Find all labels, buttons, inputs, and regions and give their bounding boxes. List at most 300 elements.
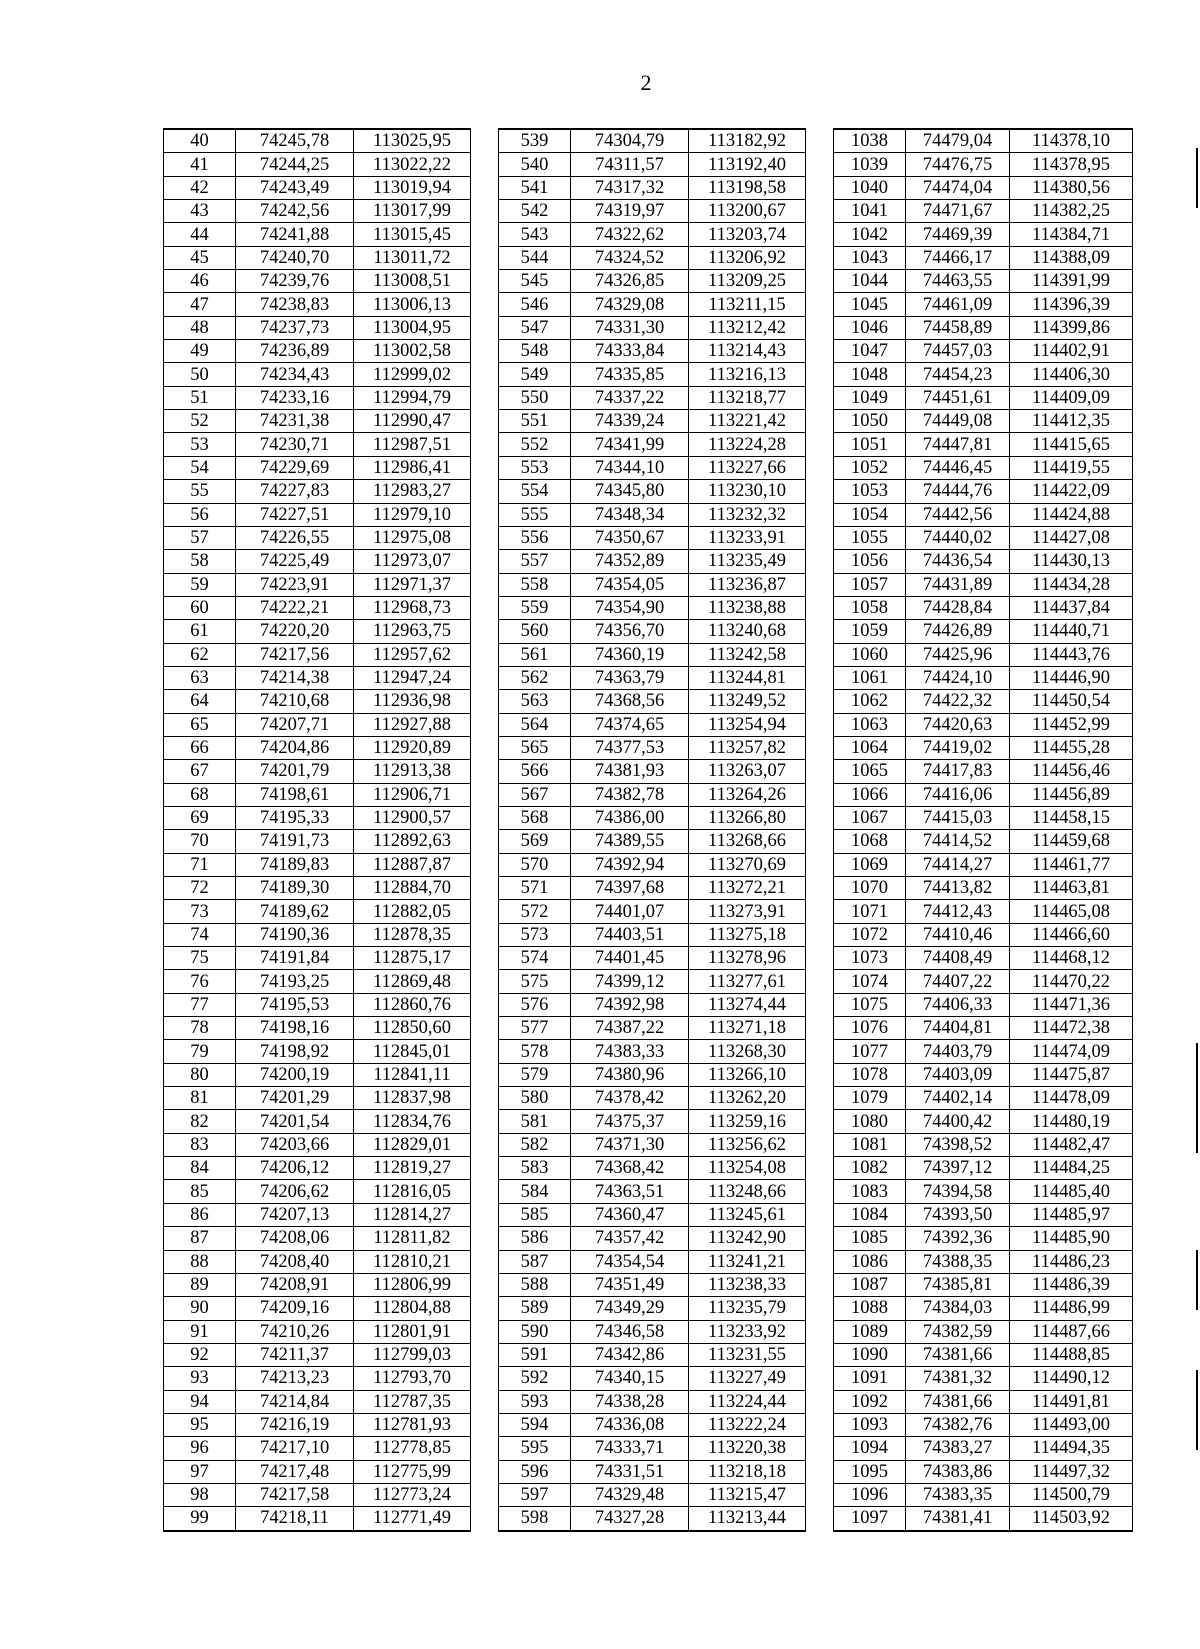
x-coordinate-cell: 74381,66 (906, 1390, 1010, 1413)
x-coordinate-cell: 74217,48 (236, 1460, 354, 1483)
x-coordinate-cell: 74363,79 (571, 666, 689, 689)
column-gap (471, 923, 499, 946)
point-number-cell: 62 (164, 643, 236, 666)
x-coordinate-cell: 74240,70 (236, 246, 354, 269)
y-coordinate-cell: 113257,82 (689, 736, 806, 759)
x-coordinate-cell: 74444,76 (906, 480, 1010, 503)
y-coordinate-cell: 112778,85 (354, 1437, 471, 1460)
y-coordinate-cell: 114427,08 (1010, 526, 1133, 549)
table-row (164, 1367, 1133, 1390)
point-number-cell: 585 (499, 1203, 571, 1226)
y-coordinate-cell: 113227,66 (689, 456, 806, 479)
y-coordinate-cell: 113227,49 (689, 1367, 806, 1390)
point-number-cell: 598 (499, 1507, 571, 1531)
x-coordinate-cell: 74245,78 (236, 129, 354, 153)
point-number-cell: 573 (499, 923, 571, 946)
y-coordinate-cell: 112860,76 (354, 993, 471, 1016)
y-coordinate-cell: 113218,18 (689, 1460, 806, 1483)
point-number-cell: 82 (164, 1110, 236, 1133)
point-number-cell: 52 (164, 410, 236, 433)
x-coordinate-cell: 74451,61 (906, 386, 1010, 409)
point-number-cell: 1050 (834, 410, 906, 433)
column-gap (471, 573, 499, 596)
point-number-cell: 73 (164, 900, 236, 923)
point-number-cell: 588 (499, 1273, 571, 1296)
point-number-cell: 1063 (834, 713, 906, 736)
x-coordinate-cell: 74342,86 (571, 1343, 689, 1366)
x-coordinate-cell: 74383,86 (906, 1460, 1010, 1483)
point-number-cell: 61 (164, 620, 236, 643)
column-gap (806, 176, 834, 199)
y-coordinate-cell: 113209,25 (689, 270, 806, 293)
column-gap (471, 1087, 499, 1110)
point-number-cell: 1096 (834, 1483, 906, 1506)
point-number-cell: 57 (164, 526, 236, 549)
point-number-cell: 1080 (834, 1110, 906, 1133)
y-coordinate-cell: 113192,40 (689, 153, 806, 176)
x-coordinate-cell: 74399,12 (571, 970, 689, 993)
point-number-cell: 1091 (834, 1367, 906, 1390)
column-gap (471, 1297, 499, 1320)
y-coordinate-cell: 113266,10 (689, 1063, 806, 1086)
x-coordinate-cell: 74198,92 (236, 1040, 354, 1063)
x-coordinate-cell: 74227,83 (236, 480, 354, 503)
point-number-cell: 1083 (834, 1180, 906, 1203)
y-coordinate-cell: 114463,81 (1010, 877, 1133, 900)
point-number-cell: 59 (164, 573, 236, 596)
y-coordinate-cell: 112837,98 (354, 1087, 471, 1110)
column-gap (806, 620, 834, 643)
table-row (164, 993, 1133, 1016)
column-gap (471, 666, 499, 689)
point-number-cell: 566 (499, 760, 571, 783)
table-row (164, 1180, 1133, 1203)
column-gap (471, 643, 499, 666)
point-number-cell: 58 (164, 550, 236, 573)
point-number-cell: 1058 (834, 596, 906, 619)
point-number-cell: 40 (164, 129, 236, 153)
y-coordinate-cell: 113268,30 (689, 1040, 806, 1063)
point-number-cell: 593 (499, 1390, 571, 1413)
y-coordinate-cell: 112983,27 (354, 480, 471, 503)
y-coordinate-cell: 114461,77 (1010, 853, 1133, 876)
y-coordinate-cell: 112920,89 (354, 736, 471, 759)
column-gap (471, 526, 499, 549)
column-gap (471, 153, 499, 176)
x-coordinate-cell: 74319,97 (571, 200, 689, 223)
x-coordinate-cell: 74363,51 (571, 1180, 689, 1203)
point-number-cell: 595 (499, 1437, 571, 1460)
x-coordinate-cell: 74340,15 (571, 1367, 689, 1390)
column-gap (471, 1040, 499, 1063)
x-coordinate-cell: 74341,99 (571, 433, 689, 456)
point-number-cell: 553 (499, 456, 571, 479)
y-coordinate-cell: 112994,79 (354, 386, 471, 409)
y-coordinate-cell: 113006,13 (354, 293, 471, 316)
column-gap (806, 970, 834, 993)
point-number-cell: 564 (499, 713, 571, 736)
x-coordinate-cell: 74381,41 (906, 1507, 1010, 1531)
x-coordinate-cell: 74191,73 (236, 830, 354, 853)
column-gap (806, 550, 834, 573)
point-number-cell: 45 (164, 246, 236, 269)
y-coordinate-cell: 114485,97 (1010, 1203, 1133, 1226)
y-coordinate-cell: 113245,61 (689, 1203, 806, 1226)
x-coordinate-cell: 74189,30 (236, 877, 354, 900)
column-gap (806, 1110, 834, 1133)
y-coordinate-cell: 114378,10 (1010, 129, 1133, 153)
y-coordinate-cell: 114424,88 (1010, 503, 1133, 526)
y-coordinate-cell: 112793,70 (354, 1367, 471, 1390)
x-coordinate-cell: 74244,25 (236, 153, 354, 176)
y-coordinate-cell: 112834,76 (354, 1110, 471, 1133)
x-coordinate-cell: 74350,67 (571, 526, 689, 549)
y-coordinate-cell: 114471,36 (1010, 993, 1133, 1016)
point-number-cell: 1047 (834, 340, 906, 363)
point-number-cell: 99 (164, 1507, 236, 1531)
x-coordinate-cell: 74198,16 (236, 1017, 354, 1040)
column-gap (471, 690, 499, 713)
x-coordinate-cell: 74230,71 (236, 433, 354, 456)
x-coordinate-cell: 74454,23 (906, 363, 1010, 386)
point-number-cell: 560 (499, 620, 571, 643)
column-gap (806, 386, 834, 409)
point-number-cell: 558 (499, 573, 571, 596)
x-coordinate-cell: 74338,28 (571, 1390, 689, 1413)
y-coordinate-cell: 114380,56 (1010, 176, 1133, 199)
point-number-cell: 64 (164, 690, 236, 713)
x-coordinate-cell: 74440,02 (906, 526, 1010, 549)
y-coordinate-cell: 112906,71 (354, 783, 471, 806)
table-row (164, 643, 1133, 666)
point-number-cell: 1074 (834, 970, 906, 993)
column-gap (806, 1087, 834, 1110)
table-row (164, 456, 1133, 479)
table-row (164, 526, 1133, 549)
x-coordinate-cell: 74422,32 (906, 690, 1010, 713)
x-coordinate-cell: 74304,79 (571, 129, 689, 153)
y-coordinate-cell: 113230,10 (689, 480, 806, 503)
column-gap (806, 596, 834, 619)
x-coordinate-cell: 74214,84 (236, 1390, 354, 1413)
x-coordinate-cell: 74229,69 (236, 456, 354, 479)
x-coordinate-cell: 74383,33 (571, 1040, 689, 1063)
table-row (164, 1110, 1133, 1133)
y-coordinate-cell: 112819,27 (354, 1157, 471, 1180)
y-coordinate-cell: 112804,88 (354, 1297, 471, 1320)
x-coordinate-cell: 74428,84 (906, 596, 1010, 619)
point-number-cell: 570 (499, 853, 571, 876)
point-number-cell: 541 (499, 176, 571, 199)
x-coordinate-cell: 74191,84 (236, 947, 354, 970)
table-row (164, 666, 1133, 689)
table-row (164, 830, 1133, 853)
x-coordinate-cell: 74243,49 (236, 176, 354, 199)
column-gap (806, 923, 834, 946)
x-coordinate-cell: 74461,09 (906, 293, 1010, 316)
y-coordinate-cell: 114450,54 (1010, 690, 1133, 713)
x-coordinate-cell: 74413,82 (906, 877, 1010, 900)
column-gap (806, 1390, 834, 1413)
point-number-cell: 77 (164, 993, 236, 1016)
column-gap (806, 666, 834, 689)
y-coordinate-cell: 114488,85 (1010, 1343, 1133, 1366)
y-coordinate-cell: 114485,40 (1010, 1180, 1133, 1203)
point-number-cell: 596 (499, 1460, 571, 1483)
column-gap (806, 526, 834, 549)
column-gap (471, 1413, 499, 1436)
column-gap (471, 316, 499, 339)
y-coordinate-cell: 114493,00 (1010, 1413, 1133, 1436)
x-coordinate-cell: 74386,00 (571, 806, 689, 829)
x-coordinate-cell: 74403,09 (906, 1063, 1010, 1086)
table-row (164, 129, 1133, 153)
table-row (164, 1017, 1133, 1040)
y-coordinate-cell: 112869,48 (354, 970, 471, 993)
y-coordinate-cell: 114434,28 (1010, 573, 1133, 596)
x-coordinate-cell: 74236,89 (236, 340, 354, 363)
point-number-cell: 581 (499, 1110, 571, 1133)
y-coordinate-cell: 113277,61 (689, 970, 806, 993)
y-coordinate-cell: 112810,21 (354, 1250, 471, 1273)
y-coordinate-cell: 113215,47 (689, 1483, 806, 1506)
y-coordinate-cell: 114485,90 (1010, 1227, 1133, 1250)
y-coordinate-cell: 113256,62 (689, 1133, 806, 1156)
y-coordinate-cell: 112811,82 (354, 1227, 471, 1250)
point-number-cell: 562 (499, 666, 571, 689)
x-coordinate-cell: 74382,59 (906, 1320, 1010, 1343)
y-coordinate-cell: 112799,03 (354, 1343, 471, 1366)
table-row (164, 503, 1133, 526)
x-coordinate-cell: 74380,96 (571, 1063, 689, 1086)
column-gap (806, 1157, 834, 1180)
y-coordinate-cell: 114440,71 (1010, 620, 1133, 643)
y-coordinate-cell: 113017,99 (354, 200, 471, 223)
x-coordinate-cell: 74207,13 (236, 1203, 354, 1226)
table-row (164, 410, 1133, 433)
y-coordinate-cell: 113222,24 (689, 1413, 806, 1436)
x-coordinate-cell: 74339,24 (571, 410, 689, 433)
x-coordinate-cell: 74424,10 (906, 666, 1010, 689)
x-coordinate-cell: 74403,79 (906, 1040, 1010, 1063)
y-coordinate-cell: 113233,91 (689, 526, 806, 549)
scan-edge-line (1196, 148, 1198, 208)
x-coordinate-cell: 74193,25 (236, 970, 354, 993)
y-coordinate-cell: 113259,16 (689, 1110, 806, 1133)
x-coordinate-cell: 74389,55 (571, 830, 689, 853)
y-coordinate-cell: 113203,74 (689, 223, 806, 246)
table-row (164, 246, 1133, 269)
point-number-cell: 75 (164, 947, 236, 970)
y-coordinate-cell: 114494,35 (1010, 1437, 1133, 1460)
x-coordinate-cell: 74392,98 (571, 993, 689, 1016)
y-coordinate-cell: 113004,95 (354, 316, 471, 339)
x-coordinate-cell: 74208,40 (236, 1250, 354, 1273)
y-coordinate-cell: 113266,80 (689, 806, 806, 829)
point-number-cell: 70 (164, 830, 236, 853)
y-coordinate-cell: 114437,84 (1010, 596, 1133, 619)
x-coordinate-cell: 74360,19 (571, 643, 689, 666)
point-number-cell: 85 (164, 1180, 236, 1203)
y-coordinate-cell: 113015,45 (354, 223, 471, 246)
column-gap (806, 1063, 834, 1086)
point-number-cell: 594 (499, 1413, 571, 1436)
point-number-cell: 1042 (834, 223, 906, 246)
column-gap (806, 1460, 834, 1483)
column-gap (471, 129, 499, 153)
y-coordinate-cell: 114422,09 (1010, 480, 1133, 503)
point-number-cell: 550 (499, 386, 571, 409)
point-number-cell: 590 (499, 1320, 571, 1343)
column-gap (471, 1437, 499, 1460)
table-row (164, 1297, 1133, 1320)
x-coordinate-cell: 74387,22 (571, 1017, 689, 1040)
y-coordinate-cell: 114470,22 (1010, 970, 1133, 993)
point-number-cell: 63 (164, 666, 236, 689)
column-gap (806, 480, 834, 503)
y-coordinate-cell: 113235,49 (689, 550, 806, 573)
point-number-cell: 583 (499, 1157, 571, 1180)
point-number-cell: 559 (499, 596, 571, 619)
column-gap (806, 900, 834, 923)
point-number-cell: 584 (499, 1180, 571, 1203)
column-gap (471, 993, 499, 1016)
point-number-cell: 1069 (834, 853, 906, 876)
table-row (164, 573, 1133, 596)
column-gap (471, 293, 499, 316)
table-row (164, 783, 1133, 806)
point-number-cell: 1070 (834, 877, 906, 900)
x-coordinate-cell: 74239,76 (236, 270, 354, 293)
point-number-cell: 597 (499, 1483, 571, 1506)
x-coordinate-cell: 74474,04 (906, 176, 1010, 199)
y-coordinate-cell: 113235,79 (689, 1297, 806, 1320)
y-coordinate-cell: 113213,44 (689, 1507, 806, 1531)
y-coordinate-cell: 113240,68 (689, 620, 806, 643)
y-coordinate-cell: 113248,66 (689, 1180, 806, 1203)
point-number-cell: 592 (499, 1367, 571, 1390)
column-gap (471, 830, 499, 853)
y-coordinate-cell: 114487,66 (1010, 1320, 1133, 1343)
x-coordinate-cell: 74195,53 (236, 993, 354, 1016)
point-number-cell: 569 (499, 830, 571, 853)
x-coordinate-cell: 74351,49 (571, 1273, 689, 1296)
point-number-cell: 49 (164, 340, 236, 363)
table-row (164, 1343, 1133, 1366)
table-row (164, 1460, 1133, 1483)
x-coordinate-cell: 74476,75 (906, 153, 1010, 176)
column-gap (471, 1483, 499, 1506)
y-coordinate-cell: 114391,99 (1010, 270, 1133, 293)
scan-edge-line (1196, 1250, 1198, 1310)
point-number-cell: 1075 (834, 993, 906, 1016)
point-number-cell: 47 (164, 293, 236, 316)
point-number-cell: 92 (164, 1343, 236, 1366)
point-number-cell: 571 (499, 877, 571, 900)
y-coordinate-cell: 112775,99 (354, 1460, 471, 1483)
table-row (164, 970, 1133, 993)
y-coordinate-cell: 114402,91 (1010, 340, 1133, 363)
point-number-cell: 1038 (834, 129, 906, 153)
point-number-cell: 88 (164, 1250, 236, 1273)
point-number-cell: 1044 (834, 270, 906, 293)
y-coordinate-cell: 112957,62 (354, 643, 471, 666)
y-coordinate-cell: 113232,32 (689, 503, 806, 526)
x-coordinate-cell: 74377,53 (571, 736, 689, 759)
column-gap (806, 877, 834, 900)
x-coordinate-cell: 74201,29 (236, 1087, 354, 1110)
x-coordinate-cell: 74346,58 (571, 1320, 689, 1343)
x-coordinate-cell: 74329,48 (571, 1483, 689, 1506)
point-number-cell: 557 (499, 550, 571, 573)
table-row (164, 1203, 1133, 1226)
y-coordinate-cell: 113002,58 (354, 340, 471, 363)
x-coordinate-cell: 74241,88 (236, 223, 354, 246)
y-coordinate-cell: 112829,01 (354, 1133, 471, 1156)
point-number-cell: 568 (499, 806, 571, 829)
y-coordinate-cell: 114468,12 (1010, 947, 1133, 970)
x-coordinate-cell: 74208,91 (236, 1273, 354, 1296)
y-coordinate-cell: 114480,19 (1010, 1110, 1133, 1133)
point-number-cell: 1060 (834, 643, 906, 666)
x-coordinate-cell: 74417,83 (906, 760, 1010, 783)
point-number-cell: 1085 (834, 1227, 906, 1250)
y-coordinate-cell: 113254,94 (689, 713, 806, 736)
column-gap (471, 1203, 499, 1226)
x-coordinate-cell: 74449,08 (906, 410, 1010, 433)
point-number-cell: 1057 (834, 573, 906, 596)
y-coordinate-cell: 113274,44 (689, 993, 806, 1016)
column-gap (806, 713, 834, 736)
column-gap (806, 947, 834, 970)
x-coordinate-cell: 74201,79 (236, 760, 354, 783)
table-row (164, 480, 1133, 503)
x-coordinate-cell: 74360,47 (571, 1203, 689, 1226)
point-number-cell: 1059 (834, 620, 906, 643)
y-coordinate-cell: 112801,91 (354, 1320, 471, 1343)
point-number-cell: 94 (164, 1390, 236, 1413)
column-gap (471, 270, 499, 293)
x-coordinate-cell: 74227,51 (236, 503, 354, 526)
point-number-cell: 90 (164, 1297, 236, 1320)
point-number-cell: 576 (499, 993, 571, 1016)
y-coordinate-cell: 113200,67 (689, 200, 806, 223)
x-coordinate-cell: 74402,14 (906, 1087, 1010, 1110)
table-row (164, 363, 1133, 386)
x-coordinate-cell: 74213,23 (236, 1367, 354, 1390)
point-number-cell: 80 (164, 1063, 236, 1086)
y-coordinate-cell: 112850,60 (354, 1017, 471, 1040)
point-number-cell: 1053 (834, 480, 906, 503)
point-number-cell: 1043 (834, 246, 906, 269)
x-coordinate-cell: 74208,06 (236, 1227, 354, 1250)
point-number-cell: 1045 (834, 293, 906, 316)
point-number-cell: 98 (164, 1483, 236, 1506)
x-coordinate-cell: 74384,03 (906, 1297, 1010, 1320)
point-number-cell: 89 (164, 1273, 236, 1296)
table-row (164, 293, 1133, 316)
x-coordinate-cell: 74471,67 (906, 200, 1010, 223)
column-gap (806, 736, 834, 759)
point-number-cell: 587 (499, 1250, 571, 1273)
x-coordinate-cell: 74226,55 (236, 526, 354, 549)
x-coordinate-cell: 74354,90 (571, 596, 689, 619)
point-number-cell: 44 (164, 223, 236, 246)
x-coordinate-cell: 74414,27 (906, 853, 1010, 876)
x-coordinate-cell: 74383,35 (906, 1483, 1010, 1506)
column-gap (471, 783, 499, 806)
point-number-cell: 1092 (834, 1390, 906, 1413)
